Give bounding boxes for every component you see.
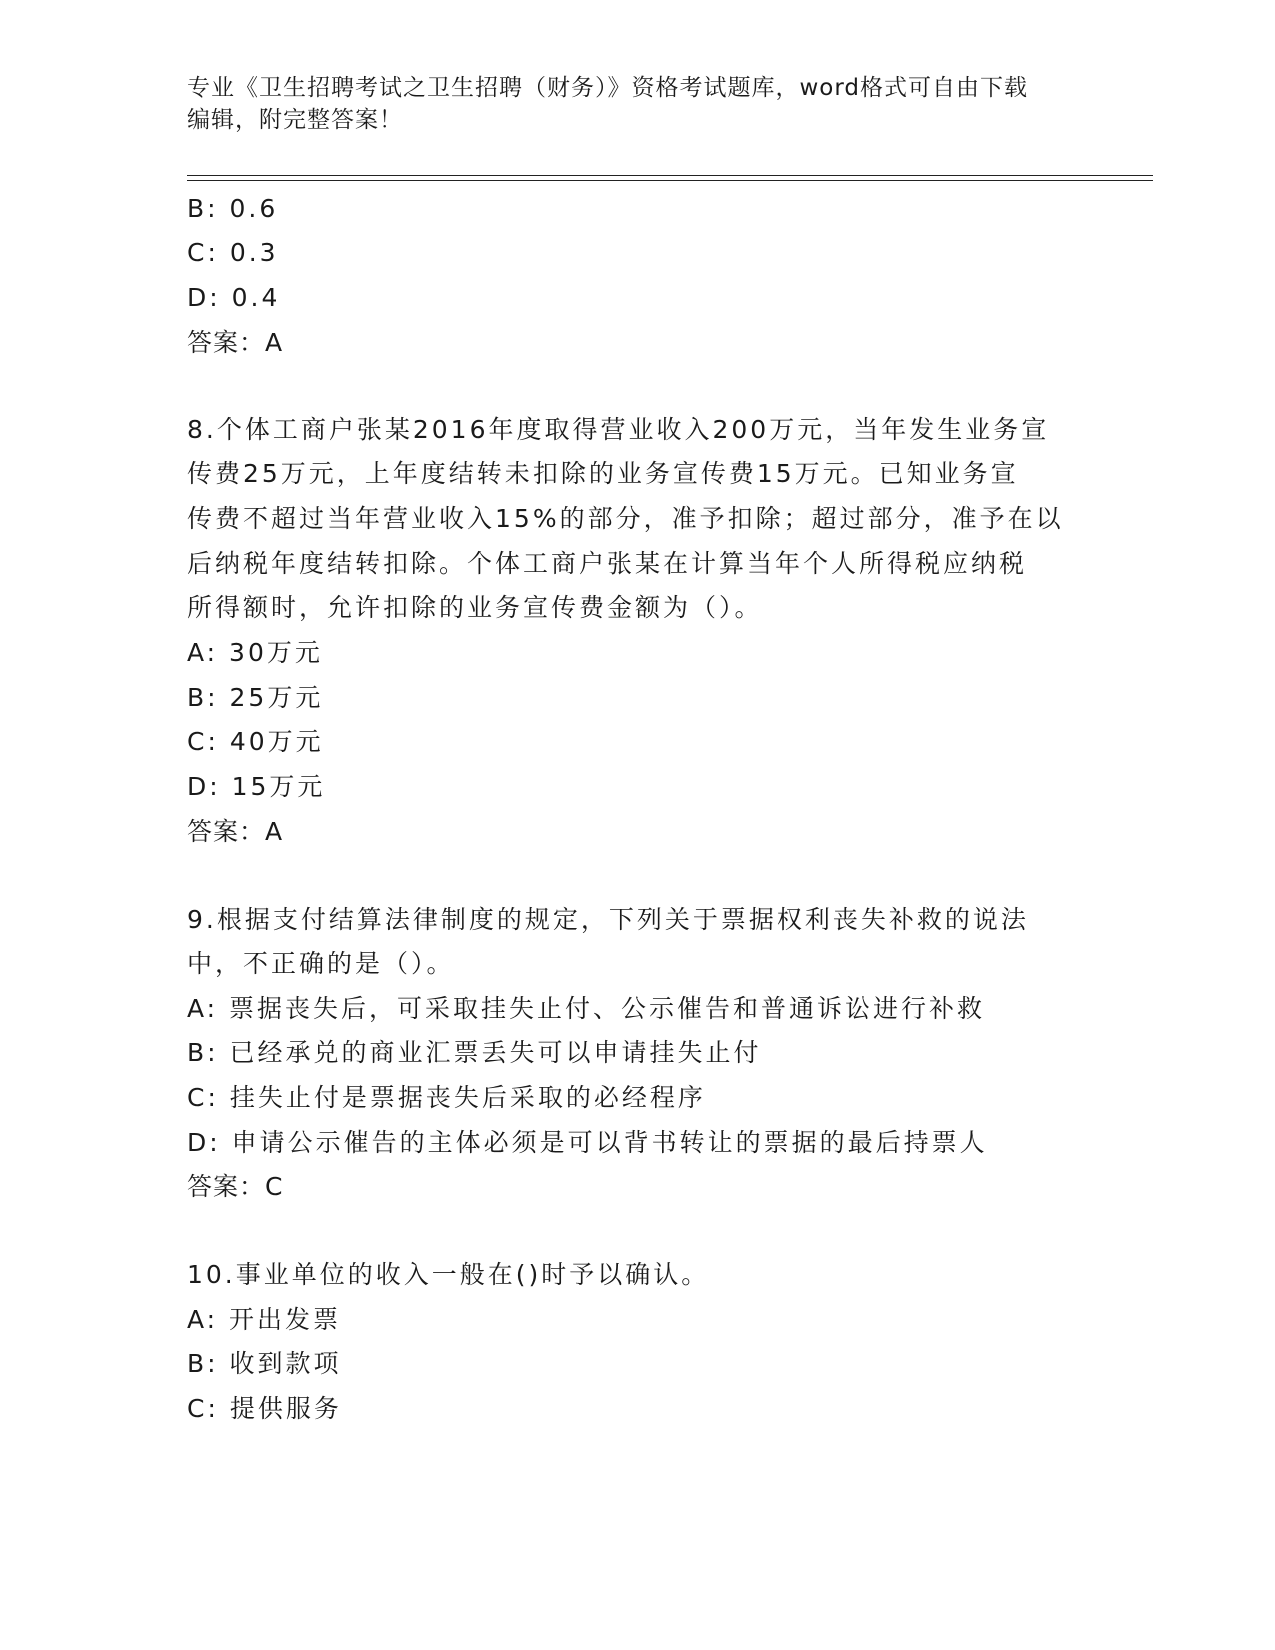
q8-stem-line-1: 8.个体工商户张某2016年度取得营业收入200万元，当年发生业务宣 xyxy=(187,415,1050,444)
q7-answer: 答案：A xyxy=(187,328,284,357)
q7-option-d: D: 0.4 xyxy=(187,283,281,312)
q8-stem-line-2: 传费25万元，上年度结转未扣除的业务宣传费15万元。已知业务宣 xyxy=(187,459,1019,488)
q9-option-c: C: 挂失止付是票据丧失后采取的必经程序 xyxy=(187,1083,706,1112)
q9-option-d: D: 申请公示催告的主体必须是可以背书转让的票据的最后持票人 xyxy=(187,1128,988,1157)
q8-option-d: D: 15万元 xyxy=(187,772,326,801)
q9-option-a: A: 票据丧失后，可采取挂失止付、公示催告和普通诉讼进行补救 xyxy=(187,994,986,1023)
q10-option-a: A: 开出发票 xyxy=(187,1305,342,1334)
q8-stem-line-4: 后纳税年度结转扣除。个体工商户张某在计算当年个人所得税应纳税 xyxy=(187,549,1028,578)
q10-option-b: B: 收到款项 xyxy=(187,1349,342,1378)
q9-stem-line-2: 中，不正确的是（）。 xyxy=(187,949,455,978)
header-line-2: 编辑，附完整答案！ xyxy=(187,107,403,133)
q8-option-a: A: 30万元 xyxy=(187,638,323,667)
q10-stem-line-1: 10.事业单位的收入一般在()时予以确认。 xyxy=(187,1260,710,1289)
q7-option-c: C: 0.3 xyxy=(187,238,279,267)
q9-stem-line-1: 9.根据支付结算法律制度的规定，下列关于票据权利丧失补救的说法 xyxy=(187,905,1029,934)
q10-option-c: C: 提供服务 xyxy=(187,1394,342,1423)
header-line-1: 专业《卫生招聘考试之卫生招聘（财务）》资格考试题库，word格式可自由下载 xyxy=(187,75,1029,101)
q8-option-b: B: 25万元 xyxy=(187,683,324,712)
q8-option-c: C: 40万元 xyxy=(187,727,324,756)
q8-stem-line-5: 所得额时，允许扣除的业务宣传费金额为（）。 xyxy=(187,593,763,622)
q8-stem-line-3: 传费不超过当年营业收入15%的部分，准予扣除；超过部分，准予在以 xyxy=(187,504,1064,533)
header-divider-bottom xyxy=(187,180,1153,181)
page-header xyxy=(187,72,1087,136)
q9-answer: 答案：C xyxy=(187,1172,284,1201)
q8-answer: 答案：A xyxy=(187,817,284,846)
header-divider-top xyxy=(187,175,1153,176)
q7-option-b: B: 0.6 xyxy=(187,194,279,223)
q9-option-b: B: 已经承兑的商业汇票丢失可以申请挂失止付 xyxy=(187,1038,762,1067)
